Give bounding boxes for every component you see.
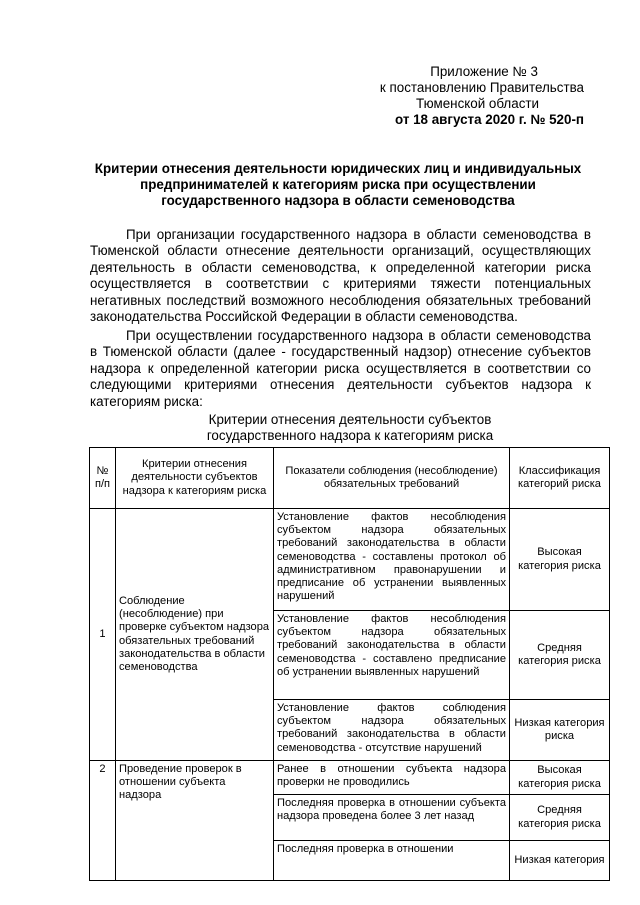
row-criteria: Соблюдение (несоблюдение) при проверке субъектом надзора обязательных требований законодательства в области семеноводства (116, 509, 274, 761)
row-number: 2 (90, 761, 116, 881)
row-indicator: Последняя проверка в отношении субъекта надзора проведена более 3 лет назад (274, 795, 510, 841)
table-header-row (90, 448, 610, 509)
risk-criteria-table (89, 447, 610, 881)
header-indicators: Показатели соблюдения (несоблюдение) обязательных требований (274, 448, 510, 509)
header-num: № п/п (90, 448, 116, 509)
paragraph-2: При осуществлении государственного надзора в области семеноводства в Тюменской области (далее - государственный надзор) отнесение субъектов надзора к определенной категории риска осуществляется в соответствии со следующими критериями отнесения деятельности субъектов надзора к категориям риска: (90, 328, 591, 409)
paragraph-1: При организации государственного надзора в области семеноводства в Тюменской области отнесение деятельности организаций, осуществляющих деятельность в области семеноводства, к определенной категории риска осуществляется в соответствии с критериями тяжести потенциальных негативных последствий возможного несоблюдения обязательных требований законодательства Российской Федерации в области семеноводства. (90, 227, 591, 325)
page-bottom-edge (0, 893, 640, 905)
risk-category: Средняя категория риска (510, 611, 610, 700)
appendix-resolution: к постановлению Правительства (379, 80, 584, 95)
risk-category: Средняя категория риска (510, 795, 610, 841)
row-indicator: Установление фактов несоблюдения субъектом надзора обязательных требований законодательства в области семеноводства - составлено предписание об устранении выявленных нарушений (274, 611, 510, 700)
appendix-number: Приложение № 3 (430, 64, 538, 79)
table-row (90, 761, 610, 795)
risk-category: Низкая категория (510, 841, 610, 881)
appendix-date: от 18 августа 2020 г. № 520-п (394, 112, 584, 127)
row-indicator: Установление фактов несоблюдения субъектом надзора обязательных требований законодательства в области семеноводства - составлены протокол об административном правонарушении и предписание об устранении выявленных нарушений (274, 509, 510, 611)
row-indicator: Последняя проверка в отношении (274, 841, 510, 881)
header-criteria: Критерии отнесения деятельности субъектов надзора к категориям риска (116, 448, 274, 509)
header-classification: Классификация категорий риска (510, 448, 610, 509)
row-indicator: Ранее в отношении субъекта надзора проверки не проводились (274, 761, 510, 795)
appendix-region: Тюменской области (416, 96, 539, 111)
row-criteria: Проведение проверок в отношении субъекта надзора (116, 761, 274, 881)
appendix-block (324, 64, 584, 128)
table-caption: Критерии отнесения деятельности субъектов государственного надзора к категориям риска (206, 412, 494, 443)
document-title: Критерии отнесения деятельности юридических лиц и индивидуальных предпринимателей к категориям риска при осуществлении государственного надзора в области семеноводства (94, 161, 582, 208)
risk-category: Высокая категория риска (510, 761, 610, 795)
table-row (90, 509, 610, 611)
row-indicator: Установление фактов соблюдения субъектом надзора обязательных требований законодательства в области семеноводства - отсутствие нарушений (274, 700, 510, 761)
risk-category: Низкая категория риска (510, 700, 610, 761)
row-number: 1 (90, 509, 116, 761)
risk-category: Высокая категория риска (510, 509, 610, 611)
